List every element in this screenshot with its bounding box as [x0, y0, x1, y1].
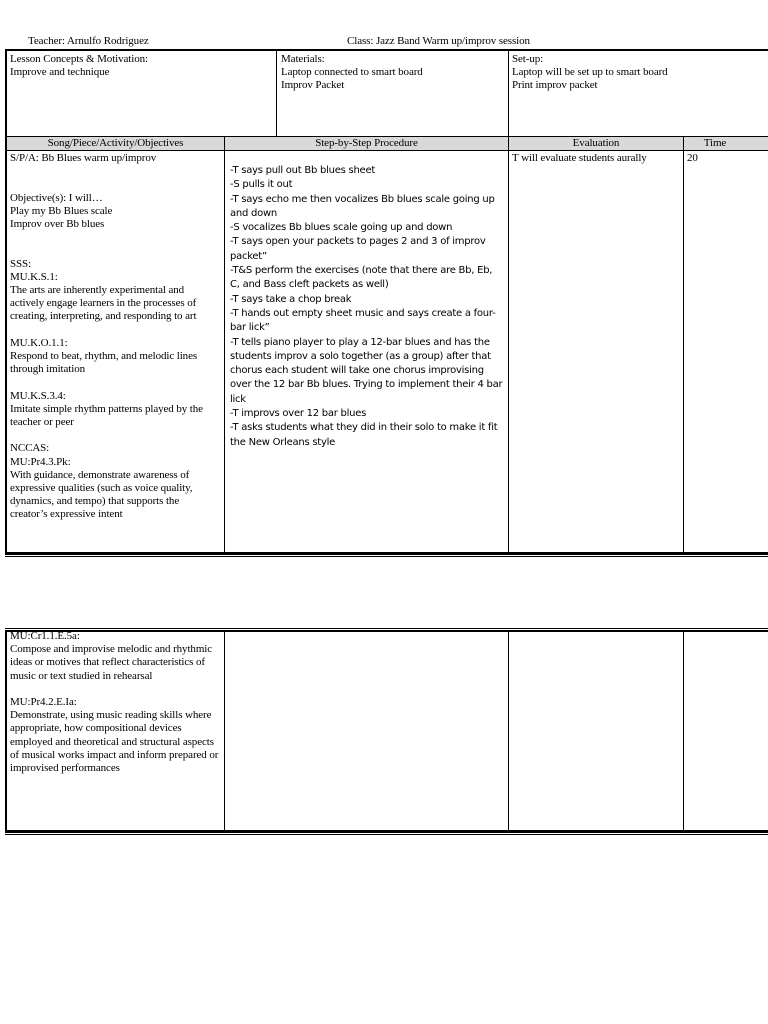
time-cell: 20: [687, 152, 698, 164]
procedure-cell: -T says pull out Bb blues sheet -S pulls it out -T says echo me then vocalizes Bb blues scale going up and down -S vocalizes Bb blues scale going up and down -T says open your packets to pages 2 and 3 of improv packet” -T&S perform the exercises (note that there are Bb, Eb, C, and Bass cleft packets as well) -T says take a chop break -T hands out empty sheet music and says create a four-bar lick” -T tells piano player to play a 12-bar blues and has the students improv a solo together (as a group) after that chorus each student will take one chorus improvising over the 12 bar Bb blues. Trying to implement their 4 bar lick -T improvs over 12 bar blues -T asks students what they did in their solo to make it fit the New Orleans style: [230, 165, 503, 448]
column-header-time: Time: [703, 137, 727, 149]
lesson-concepts-cell: Lesson Concepts & Motivation: Improve and technique: [10, 53, 148, 79]
column-header-song: Song/Piece/Activity/Objectives: [47, 137, 184, 149]
evaluation-cell: T will evaluate students aurally: [512, 152, 647, 164]
class-name: Class: Jazz Band Warm up/improv session: [347, 35, 530, 47]
materials-cell: Materials: Laptop connected to smart board Improv Packet: [281, 53, 423, 92]
column-header-evaluation: Evaluation: [572, 137, 620, 149]
objectives-cell-continued: MU:Cr1.1.E.5a: Compose and improvise melodic and rhythmic ideas or motives that reflect characteristics of music or text studied in rehearsal MU:Pr4.2.E.Ia: Demonstrate, using music reading skills where appropriate, how compositional devices employed and theoretical and structural aspects of musical works impact and inform prepared or improvised performances: [10, 630, 219, 775]
setup-cell: Set-up: Laptop will be set up to smart board Print improv packet: [512, 53, 668, 92]
column-header-procedure: Step-by-Step Procedure: [315, 137, 418, 149]
objectives-cell: S/P/A: Bb Blues warm up/improv Objective(s): I will… Play my Bb Blues scale Improv over Bb blues SSS: MU.K.S.1: The arts are inherently experimental and actively engage learners in the processes of creating, interpreting, and responding to art MU.K.O.1.1: Respond to beat, rhythm, and melodic lines through imitation MU.K.S.3.4: Imitate simple rhythm patterns played by the teacher or peer NCCAS: MU:Pr4.3.Pk: With guidance, demonstrate awareness of expressive qualities (such as voice quality, dynamics, and tempo) that supports the creator’s expressive intent: [10, 152, 203, 521]
teacher-name: Teacher: Arnulfo Rodriguez: [28, 35, 149, 47]
